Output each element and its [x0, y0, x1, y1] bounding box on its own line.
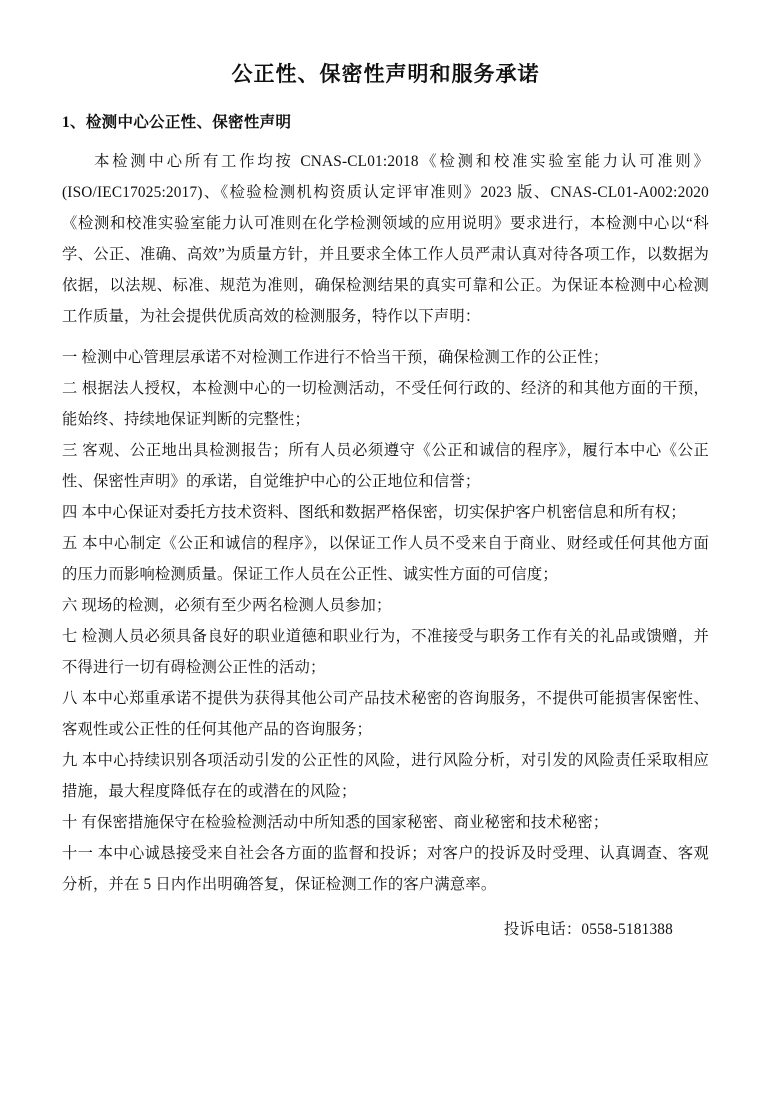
clause-item: 七 检测人员必须具备良好的职业道德和职业行为，不准接受与职务工作有关的礼品或馈赠，并不得进行一切有碍检测公正性的活动；: [62, 628, 709, 676]
clause-item: 四 本中心保证对委托方技术资料、图纸和数据严格保密，切实保护客户机密信息和所有权；: [62, 504, 686, 521]
page-title: 公正性、保密性声明和服务承诺: [231, 62, 540, 86]
clause-item: 五 本中心制定《公正和诚信的程序》，以保证工作人员不受来自于商业、财经或任何其他方面的压力而影响检测质量。保证工作人员在公正性、诚实性方面的可信度；: [62, 535, 709, 583]
section-heading: 1、检测中心公正性、保密性声明: [62, 114, 292, 131]
clause-item: 六 现场的检测，必须有至少两名检测人员参加；: [62, 597, 392, 614]
clause-item: 八 本中心郑重承诺不提供为获得其他公司产品技术秘密的咨询服务，不提供可能损害保密性、客观性或公正性的任何其他产品的咨询服务；: [62, 690, 709, 738]
intro-paragraph: 本检测中心所有工作均按 CNAS-CL01:2018《检测和校准实验室能力认可准则》(ISO/IEC17025:2017)、《检验检测机构资质认定评审准则》2023 版、CNAS-CL01-A002:2020《检测和校准实验室能力认可准则在化学检测领域的应用说明》要求进行，本检测中心以“科学、公正、准确、高效”为质量方针，并且要求全体工作人员严肃认真对待各项工作，以数据为依据，以法规、标准、规范为准则，确保检测结果的真实可靠和公正。为保证本检测中心检测工作质量，为社会提供优质高效的检测服务，特作以下声明：: [62, 153, 709, 325]
clause-item: 十一 本中心诚恳接受来自社会各方面的监督和投诉；对客户的投诉及时受理、认真调查、客观分析，并在 5 日内作出明确答复，保证检测工作的客户满意率。: [62, 845, 709, 893]
complaint-phone: 投诉电话：0558-5181388: [503, 921, 673, 938]
clause-item: 十 有保密措施保守在检验检测活动中所知悉的国家秘密、商业秘密和技术秘密；: [62, 814, 609, 831]
clause-item: 九 本中心持续识别各项活动引发的公正性的风险，进行风险分析，对引发的风险责任采取相应措施，最大程度降低存在的或潜在的风险；: [62, 752, 709, 800]
clause-item: 一 检测中心管理层承诺不对检测工作进行不恰当干预，确保检测工作的公正性；: [62, 349, 609, 366]
clause-item: 三 客观、公正地出具检测报告；所有人员必须遵守《公正和诚信的程序》，履行本中心《公正性、保密性声明》的承诺，自觉维护中心的公正地位和信誉；: [62, 442, 709, 490]
clause-item: 二 根据法人授权，本检测中心的一切检测活动，不受任何行政的、经济的和其他方面的干预，能始终、持续地保证判断的完整性；: [62, 380, 709, 428]
